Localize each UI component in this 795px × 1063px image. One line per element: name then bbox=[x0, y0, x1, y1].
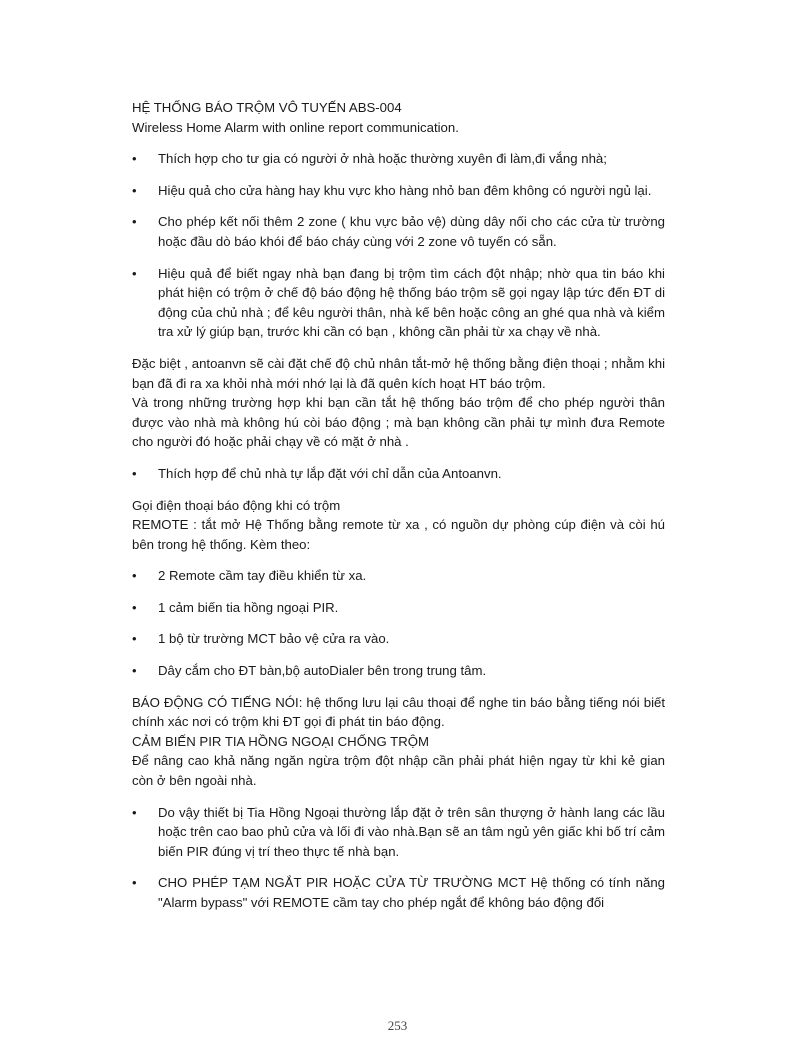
bullet-icon: • bbox=[132, 875, 137, 891]
list-item: • Thích hợp để chủ nhà tự lắp đặt với chỉ dẫn của Antoanvn. bbox=[132, 464, 665, 484]
list-item: • 2 Remote cầm tay điều khiển từ xa. bbox=[132, 566, 665, 586]
doc-subtitle: Wireless Home Alarm with online report communication. bbox=[132, 119, 459, 135]
bullet-icon: • bbox=[132, 599, 137, 615]
paragraph-disarm: Và trong những trường hợp khi bạn cần tắt hệ thống báo trộm để cho phép người thân được vào nhà mà không hú còi báo động ; mà bạn không cần phải tự mình đưa Remote cho người đó hoặc phải chạy về có mặt ở nhà . bbox=[132, 395, 665, 450]
bullet-icon: • bbox=[132, 151, 137, 167]
list-item: • Hiệu quả cho cửa hàng hay khu vực kho hàng nhỏ ban đêm không có người ngủ lại. bbox=[132, 181, 665, 201]
document-body bbox=[132, 98, 665, 913]
page-number: 253 bbox=[387, 1018, 408, 1033]
pir-heading: CẢM BIẾN PIR TIA HỒNG NGOẠI CHỐNG TRỘM bbox=[132, 733, 429, 749]
voice-paragraph: BÁO ĐỘNG CÓ TIẾNG NÓI: hệ thống lưu lại câu thoại để nghe tin báo bằng tiếng nói biết chính xác nơi có trộm khi ĐT gọi đi phát tin báo động. bbox=[132, 694, 665, 730]
pir-paragraph: Để nâng cao khả năng ngăn ngừa trộm đột nhập cần phải phát hiện ngay từ khi kẻ gian còn ở bên ngoài nhà. bbox=[132, 753, 665, 789]
doc-title: HỆ THỐNG BÁO TRỘM VÔ TUYẾN ABS-004 bbox=[132, 100, 402, 115]
bullet-icon: • bbox=[132, 265, 137, 281]
bullet-icon: • bbox=[132, 182, 137, 198]
list-item: • 1 cảm biến tia hồng ngoại PIR. bbox=[132, 598, 665, 618]
list-item: • Hiệu quả để biết ngay nhà bạn đang bị trộm tìm cách đột nhập; nhờ qua tin báo khi phát hiện có trộm ở chế độ báo động hệ thống báo trộm sẽ gọi ngay lập tức đến ĐT di động của chủ nhà ; để kêu người thân, nhà kế bên hoặc công an ghé qua nhà và kiểm tra xử lý giúp bạn, trước khi cần có bạn , không cần phải từ xa chạy về nhà. bbox=[132, 265, 665, 340]
bullet-icon: • bbox=[132, 568, 137, 584]
list-item: • Dây cắm cho ĐT bàn,bộ autoDialer bên trong trung tâm. bbox=[132, 661, 665, 681]
bullet-icon: • bbox=[132, 804, 137, 820]
list-item: • Thích hợp cho tư gia có người ở nhà hoặc thường xuyên đi làm,đi vắng nhà; bbox=[132, 149, 665, 169]
bullet-icon: • bbox=[132, 465, 137, 481]
bullet-icon: • bbox=[132, 631, 137, 647]
bullet-icon: • bbox=[132, 214, 137, 230]
list-item: • CHO PHÉP TẠM NGẮT PIR HOẶC CỬA TỪ TRƯỜNG MCT Hệ thống có tính năng "Alarm bypass" với REMOTE cầm tay cho phép ngắt để không báo động đối bbox=[132, 875, 665, 910]
call-heading: Gọi điện thoại báo động khi có trộm bbox=[132, 497, 341, 513]
list-item: • Cho phép kết nối thêm 2 zone ( khu vực bảo vệ) dùng dây nối cho các cửa từ trường hoặc đầu dò báo khói để báo cháy cùng với 2 zone vô tuyến có sẵn. bbox=[132, 214, 665, 249]
list-item: • 1 bộ từ trường MCT bảo vệ cửa ra vào. bbox=[132, 629, 665, 649]
bullet-icon: • bbox=[132, 663, 137, 679]
paragraph-special: Đặc biệt , antoanvn sẽ cài đặt chế độ chủ nhân tắt-mở hệ thống bằng điện thoại ; nhằm khi bạn đã đi ra xa khỏi nhà mới nhớ lại là đã quên kích hoạt HT báo trộm. bbox=[132, 355, 665, 391]
remote-paragraph: REMOTE : tắt mở Hệ Thống bằng remote từ xa , có nguồn dự phòng cúp điện và còi hú bên trong hệ thống. Kèm theo: bbox=[132, 517, 665, 552]
list-item: • Do vậy thiết bị Tia Hồng Ngoại thường lắp đặt ở trên sân thượng ở hành lang các lầu hoặc trên cao bao phủ cửa và lối đi vào nhà.Bạn sẽ an tâm ngủ yên giấc khi bố trí cảm biến PIR đúng vị trí theo thực tế nhà bạn. bbox=[132, 804, 665, 859]
